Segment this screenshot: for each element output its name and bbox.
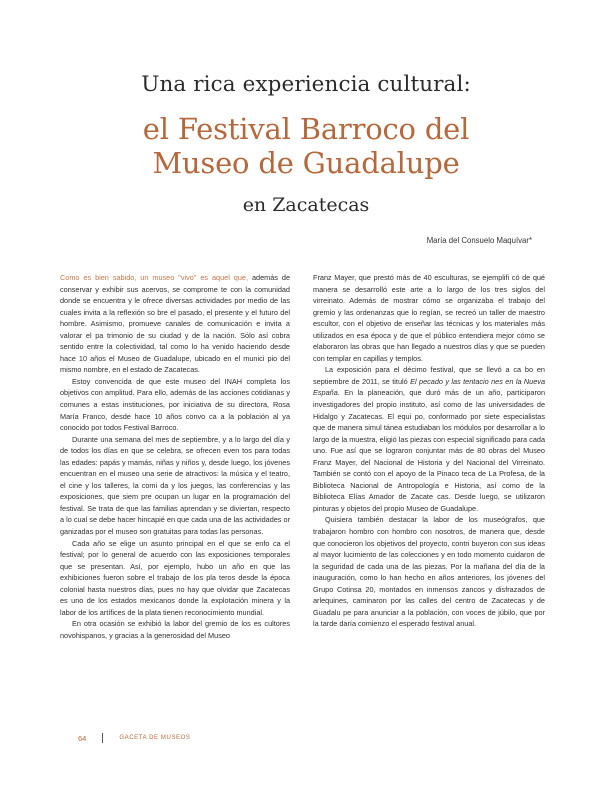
page-number: 64 xyxy=(78,733,87,743)
article-title-line-2: Museo de Guadalupe xyxy=(152,146,460,180)
paragraph: Cada año se elige un asunto principal en el que se enfo ca el festival; por lo general de acuerdo con las exposiciones temporales que se presentan. Así, por ejemplo, hubo un año en que las exhibiciones fueron sobre el trabajo de los pla teros desde la época colonial hasta nuestros días, pues no hay que olvidar que Zacatecas es uno de los estados mexicanos donde la explotación minera y la labor de los artífices de la plata tienen reconocimiento mundial. xyxy=(60,538,290,617)
paragraph: Estoy convencida de que este museo del INAH completa los objetivos con amplitud. Para ello, además de las acciones cotidianas y comunes a estas instituciones, por iniciativa de su directora, Rosa María Franco, desde hace 10 años convo ca a la población al ya conocido por todos Festival Barroco. xyxy=(60,376,290,433)
magazine-name: GACETA DE MUSEOS xyxy=(119,735,191,741)
paragraph-text: además de conservar y exhibir sus acervos, se comprome te con la comunidad donde se encuentra y le ofrece diversas actividades por medio de las cuales invita a la reflexión so bre el pasado, el presente y el futuro del hombre. Asimismo, promueve canales de comunicación e invita a valorar el pa trimonio de su ciudad y de la nación. Sólo así cobra sentido entre la colectividad, tal como lo ha venido haciendo desde hace 10 años el Museo de Guadalupe, ubicado en el munici pio del mismo nombre, en el estado de Zacatecas. xyxy=(60,273,290,375)
paragraph: Durante una semana del mes de septiembre, y a lo largo del día y de todos los días en que se celebra, se ofrecen even tos para todas las edades: papás y mamás, niñas y niños y, desde luego, los jóvenes encuentran en el museo una serie de atractivos: la música y el teatro, el cine y los talleres, la comi da y los juegos, las conferencias y las exposiciones, que siem pre ocupan un lugar en la programación del festival. Se trata de que las familias aprendan y se diviertan, respecto a lo cual se debe hacer hincapié en que cada una de las actividades or ganizadas por el museo son gratuitas para todas las personas. xyxy=(60,434,290,537)
right-column xyxy=(313,272,545,630)
page-footer xyxy=(78,733,191,743)
paragraph xyxy=(60,272,290,376)
author-name: María del Consuelo Maquívar* xyxy=(426,236,532,245)
lead-in: Como es bien sabido, un museo "vivo" es aquel que, xyxy=(60,273,249,282)
title-subtext: en Zacatecas xyxy=(242,194,370,216)
article-title-line-1: el Festival Barroco del xyxy=(142,112,470,146)
paragraph: Quisiera también destacar la labor de los museógrafos, que trabajaron hombro con hombro con nosotros, de manera que, desde que conocieron los objetivos del proyecto, contri buyeron con sus ideas al mayor lucimiento de las colecciones y en todo momento cuidaron de la seguridad de cada una de las piezas. Por la mañana del día de la inauguración, como lo han hecho en años anteriores, los jóvenes del Grupo Cotinsa 20, montados en inmensos zancos y disfrazados de arlequines, caminaron por las calles del centro de Zacatecas y de Guadalu pe para anunciar a la población, con voces de júbilo, que por la tarde daría comienzo el esperado festival anual. xyxy=(313,515,545,629)
exhibition-title: El pecado y las tentacio nes en la Nueva España xyxy=(313,376,545,398)
footer-divider xyxy=(102,733,103,743)
paragraph-text: La exposición para el décimo festival, que se llevó a ca bo en septiembre de 2011, se tituló xyxy=(313,365,545,386)
left-column xyxy=(60,272,290,642)
title-pretext: Una rica experiencia cultural: xyxy=(141,72,471,97)
paragraph xyxy=(313,364,545,514)
paragraph: Franz Mayer, que prestó más de 40 esculturas, se ejemplifi có de qué manera se desarrolló este arte a lo largo de los tres siglos del virreinato. Además de mostrar cómo se organizaba el trabajo del gremio y las ordenanzas que lo regían, se recreó un taller de maestro escultor, con el objetivo de enseñar las técnicas y los materiales más utilizados en esa época y de que el público entendiera mejor cómo se elaboraron las obras que han llegado a nuestros días y que se pueden con templar en capillas y templos. xyxy=(313,273,545,363)
article-title xyxy=(0,112,612,180)
paragraph: En otra ocasión se exhibió la labor del gremio de los es cultores novohispanos, y gracias a la generosidad del Museo xyxy=(60,619,290,640)
paragraph-text: . En la planeación, que duró más de un año, participaron investigadores del propio instituto, así como de las universidades de Hidalgo y Zacatecas. El equi po, conformado por siete especialistas que de manera simul tánea estudiaban los módulos por desarrollar a lo largo de la muestra, eligió las piezas con especial significado para cada uno. Fue así que se lograron conjuntar más de 80 obras del Museo Franz Mayer, del Nacional de Historia y del Nacional del Virreinato. También se contó con el apoyo de la Pinaco teca de La Profesa, de la Biblioteca Nacional de Antropología e Historia, así como de la Biblioteca Elías Amador de Zacate cas. Desde luego, se utilizaron pinturas y objetos del propio Museo de Guadalupe. xyxy=(313,388,545,513)
